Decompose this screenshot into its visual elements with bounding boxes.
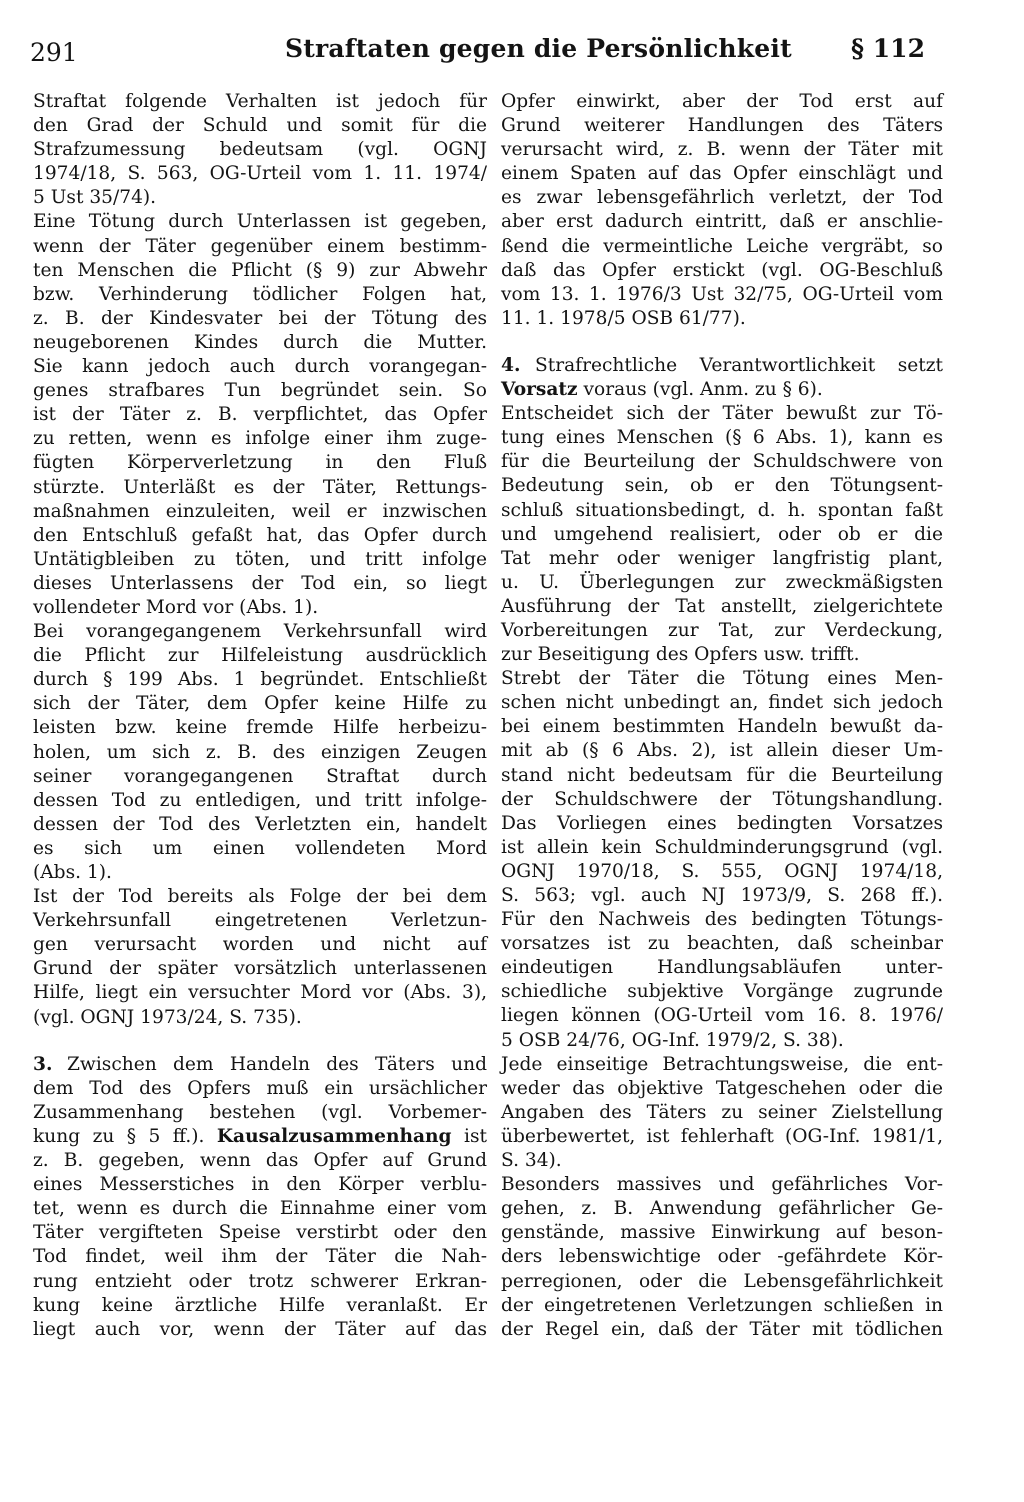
text-line: vorsatzes ist zu beachten, daß scheinbar <box>501 933 943 955</box>
section-number: § 112 <box>851 34 925 63</box>
text-line: Zusammenhang bestehen (vgl. Vorbemer- <box>33 1101 487 1123</box>
text-line: Hilfe, liegt ein versuchter Mord vor (Abs. 3), <box>33 982 487 1004</box>
text-line: schiedliche subjektive Vorgänge zugrunde <box>501 981 943 1003</box>
text-line: sich der Täter, dem Opfer keine Hilfe zu <box>33 693 487 715</box>
text-line: maßnahmen einzuleiten, weil er inzwischen <box>33 500 487 522</box>
text-line: stand nicht bedeutsam für die Beurteilung <box>501 764 943 786</box>
item-3-body <box>33 1149 487 1342</box>
text-line: Bei vorangegangenem Verkehrsunfall wird <box>33 621 487 643</box>
text-line: 1974/18, S. 563, OG-Urteil vom 1. 11. 1974/ <box>33 163 487 185</box>
text-line: 11. 1. 1978/5 OSB 61/77). <box>501 307 746 329</box>
text-line: Verkehrsunfall eingetretenen Verletzun- <box>33 910 487 932</box>
text-line: kung keine ärztliche Hilfe veranlaßt. Er <box>33 1294 487 1316</box>
keyword-kausalzusammenhang: Kausalzusammenhang <box>216 1125 452 1147</box>
text-line: S. 563; vgl. auch NJ 1973/9, S. 268 ff.). <box>501 885 943 906</box>
right-column <box>501 90 943 1342</box>
left-column <box>33 90 487 1342</box>
right-paragraphs <box>501 90 943 331</box>
text-line: ist allein kein Schuldminderungsgrund (vgl. <box>501 836 943 858</box>
text-line: überbewertet, ist fehlerhaft (OG-Inf. 1981/1, <box>501 1125 943 1147</box>
item-4-body <box>501 402 943 1342</box>
text-line: dessen der Tod des Verletzten ein, handelt <box>33 813 487 835</box>
text-line: Strebt der Täter die Tötung eines Men- <box>501 668 943 690</box>
text-line: S. 34). <box>501 1150 562 1172</box>
page-header <box>0 30 1024 70</box>
text-line: perregionen, oder die Lebensgefährlichkeit <box>501 1270 943 1292</box>
text-line: Strafzumessung bedeutsam (vgl. OGNJ <box>33 139 487 161</box>
left-paragraphs <box>33 90 487 1030</box>
text-line <box>501 378 943 402</box>
text-line: bzw. Verhinderung tödlicher Folgen hat, <box>33 283 487 305</box>
text-line: weder das objektive Tatgeschehen oder die <box>501 1077 943 1099</box>
text-line: aber erst dadurch eintritt, daß er anschlie- <box>501 211 943 233</box>
text-line: Täter vergifteten Speise verstirbt oder den <box>33 1222 487 1244</box>
text-line: tet, wenn es durch die Einnahme einer vom <box>33 1198 487 1220</box>
text-line: Ausführung der Tat anstellt, zielgerichtete <box>501 595 943 617</box>
text-line: ten Menschen die Pflicht (§ 9) zur Abwehr <box>33 259 487 281</box>
text-line: Entscheidet sich der Täter bewußt zur Tö- <box>501 403 943 425</box>
text-line: den Entschluß gefaßt hat, das Opfer durch <box>33 524 487 546</box>
text-line: 5 OSB 24/76, OG-Inf. 1979/2, S. 38). <box>501 1029 844 1051</box>
text-line: rung entzieht oder trotz schwerer Erkran- <box>33 1270 487 1292</box>
text-line: der eingetretenen Verletzungen schließen in <box>501 1294 943 1316</box>
text-line: Grund weiterer Handlungen des Täters <box>501 115 943 137</box>
text-line: dieses Unterlassens der Tod ein, so liegt <box>33 572 487 594</box>
text-line: stürzte. Unterläßt es der Täter, Rettungs- <box>33 476 487 498</box>
text-line: die Pflicht zur Hilfeleistung ausdrücklich <box>33 645 487 667</box>
text-line: seiner vorangegangenen Straftat durch <box>33 765 487 787</box>
text-line: Sie kann jedoch auch durch vorangegan- <box>33 356 487 378</box>
text-line: genes strafbares Tun begründet sein. So <box>33 380 487 402</box>
text-line: es sich um einen vollendeten Mord <box>33 837 487 859</box>
item-first-line: Strafrechtliche Verantwortlichkeit setzt <box>535 354 943 376</box>
text-line: Opfer einwirkt, aber der Tod erst auf <box>501 91 943 112</box>
text-line: bei einem bestimmten Handeln bewußt da- <box>501 716 943 738</box>
text-line: (Abs. 1). <box>33 862 112 883</box>
text-line: Tat mehr oder weniger langfristig plant, <box>501 547 943 569</box>
text-line: Untätigbleiben zu töten, und tritt infolge <box>33 548 487 570</box>
paragraph-gap <box>33 1030 487 1053</box>
text-line: ßend die vermeintliche Leiche vergräbt, so <box>501 235 943 257</box>
text-line: ist der Täter z. B. verpflichtet, das Opfer <box>33 404 487 426</box>
text-line: z. B. gegeben, wenn das Opfer auf Grund <box>33 1150 487 1172</box>
text-line: holen, um sich z. B. des einzigen Zeugen <box>33 741 487 763</box>
text-line: Das Vorliegen eines bedingten Vorsatzes <box>501 812 943 834</box>
text-line: z. B. der Kindesvater bei der Tötung des <box>33 307 487 329</box>
text-line: Tod findet, weil ihm der Täter die Nah- <box>33 1246 487 1268</box>
text-line: Besonders massives und gefährliches Vor- <box>501 1174 943 1196</box>
text-line: vom 13. 1. 1976/3 Ust 32/75, OG-Urteil vom <box>501 283 943 305</box>
text-line: neugeborenen Kindes durch die Mutter. <box>33 331 487 353</box>
item-number: 4. <box>501 354 521 376</box>
text-line: Ist der Tod bereits als Folge der bei dem <box>33 886 487 908</box>
text-line: der Schuldschwere der Tötungshandlung. <box>501 788 943 810</box>
text-line: einem Spaten auf das Opfer einschlägt und <box>501 163 943 185</box>
text-line: liegt auch vor, wenn der Täter auf das <box>33 1318 487 1340</box>
keyword-vorsatz: Vorsatz <box>501 379 578 401</box>
text-line: Angaben des Täters zu seiner Zielstellung <box>501 1101 943 1123</box>
text-line: genstände, massive Einwirkung auf beson- <box>501 1222 943 1244</box>
text-line: schluß situationsbedingt, d. h. spontan faßt <box>501 499 943 521</box>
text-line: Grund der später vorsätzlich unterlassenen <box>33 958 487 980</box>
text-line: eines Messerstiches in den Körper verblu- <box>33 1174 487 1196</box>
text-line: verursacht wird, z. B. wenn der Täter mit <box>501 139 943 161</box>
text-line: gen verursacht worden und nicht auf <box>33 934 487 956</box>
text-line: Bedeutung sein, ob er den Tötungsent- <box>501 475 943 497</box>
text-line: für die Beurteilung der Schuldschwere von <box>501 451 943 473</box>
text-line: wenn der Täter gegenüber einem bestimm- <box>33 235 487 257</box>
item-3 <box>33 1053 487 1342</box>
text-line <box>33 1053 487 1077</box>
text-line: durch § 199 Abs. 1 begründet. Entschließt <box>33 669 487 691</box>
text-line: Für den Nachweis des bedingten Tötungs- <box>501 909 943 931</box>
text-line: der Regel ein, daß der Täter mit tödlichen <box>501 1318 943 1340</box>
text-line: Eine Tötung durch Unterlassen ist gegeben, <box>33 211 487 233</box>
text-line: dessen Tod zu entledigen, und tritt infolge- <box>33 789 487 811</box>
text-line: ders lebenswichtige oder -gefährdete Kör- <box>501 1246 943 1268</box>
item-first-line: Zwischen dem Handeln des Täters und <box>67 1053 487 1075</box>
text-line <box>501 354 943 378</box>
text-line: zur Beseitigung des Opfers usw. trifft. <box>501 644 860 666</box>
paragraph-gap <box>501 331 943 354</box>
text-line: (vgl. OGNJ 1973/24, S. 735). <box>33 1006 302 1028</box>
page-number: 291 <box>30 38 78 67</box>
text-line: zu retten, wenn es infolge einer ihm zuge- <box>33 428 487 450</box>
text-line: tung eines Menschen (§ 6 Abs. 1), kann es <box>501 427 943 449</box>
line-text: ist <box>464 1125 487 1147</box>
text-line: gehen, z. B. Anwendung gefährlicher Ge- <box>501 1198 943 1220</box>
text-line: OGNJ 1970/18, S. 555, OGNJ 1974/18, <box>501 860 943 882</box>
text-line: schen nicht unbedingt an, findet sich jedoch <box>501 692 943 714</box>
text-line: dem Tod des Opfers muß ein ursächlicher <box>33 1077 487 1099</box>
item-4 <box>501 354 943 1342</box>
text-line <box>33 1125 487 1149</box>
line-text: voraus (vgl. Anm. zu § 6). <box>583 379 823 401</box>
text-line: vollendeter Mord vor (Abs. 1). <box>33 596 319 618</box>
text-line: u. U. Überlegungen zur zweckmäßigsten <box>501 571 943 593</box>
text-line: mit ab (§ 6 Abs. 2), ist allein dieser Um- <box>501 740 943 762</box>
text-line: Jede einseitige Betrachtungsweise, die ent- <box>501 1053 943 1075</box>
item-number: 3. <box>33 1053 53 1075</box>
text-line: leisten bzw. keine fremde Hilfe herbeizu- <box>33 717 487 739</box>
text-line: Straftat folgende Verhalten ist jedoch für <box>33 91 487 112</box>
text-line: und umgehend realisiert, oder ob er die <box>501 523 943 545</box>
line-text: kung zu § 5 ff.). <box>33 1125 205 1147</box>
text-line: eindeutigen Handlungsabläufen unter- <box>501 957 943 979</box>
text-line: Vorbereitungen zur Tat, zur Verdeckung, <box>501 619 943 641</box>
text-line: liegen können (OG-Urteil vom 16. 8. 1976/ <box>501 1005 943 1027</box>
text-line: 5 Ust 35/74). <box>33 187 157 209</box>
text-line: es zwar lebensgefährlich verletzt, der Tod <box>501 187 943 209</box>
text-line: den Grad der Schuld und somit für die <box>33 115 487 137</box>
text-line: daß das Opfer erstickt (vgl. OG-Beschluß <box>501 259 943 281</box>
text-line: fügten Körperverletzung in den Fluß <box>33 452 487 474</box>
running-title: Straftaten gegen die Persönlichkeit <box>285 34 792 63</box>
